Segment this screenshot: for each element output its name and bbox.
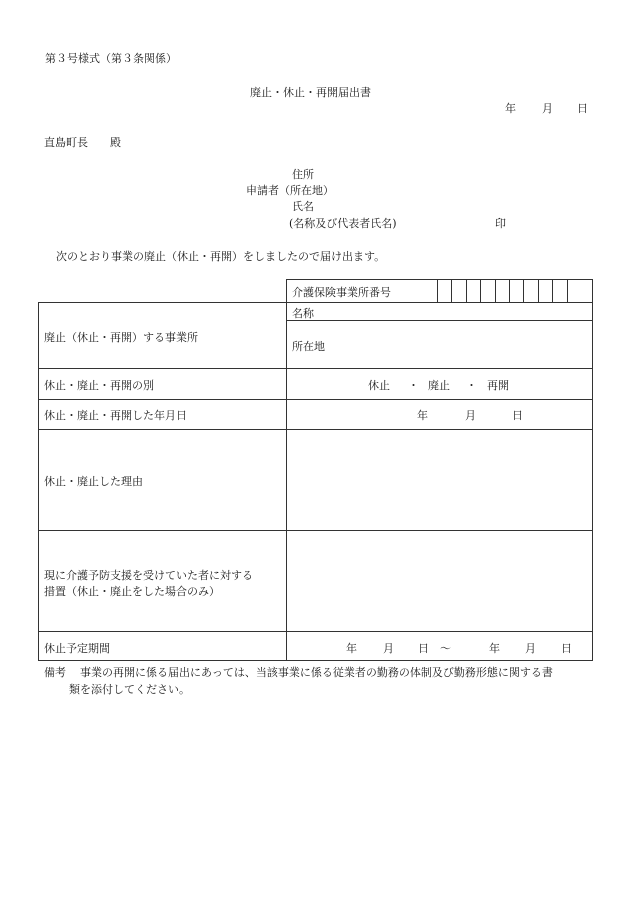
office-location-label: 所在地 bbox=[292, 340, 325, 353]
applicant-label: 申請者（所在地） bbox=[246, 184, 334, 197]
period-from-year: 年 bbox=[346, 642, 357, 655]
office-number-box[interactable] bbox=[451, 279, 466, 302]
table-line bbox=[38, 631, 593, 632]
date-month: 月 bbox=[542, 102, 553, 115]
period-to-month: 月 bbox=[525, 642, 536, 655]
office-number-box[interactable] bbox=[538, 279, 553, 302]
reason-row-label: 休止・廃止した理由 bbox=[44, 475, 143, 488]
date-row-label: 休止・廃止・再開した年月日 bbox=[44, 409, 187, 422]
office-number-box[interactable] bbox=[495, 279, 510, 302]
table-line bbox=[38, 660, 593, 661]
option-separator: ・ bbox=[466, 379, 477, 392]
table-line bbox=[38, 368, 593, 369]
office-number-box[interactable] bbox=[523, 279, 538, 302]
intro-text: 次のとおり事業の廃止（休止・再開）をしましたので届け出ます。 bbox=[56, 250, 386, 263]
type-row-label: 休止・廃止・再開の別 bbox=[44, 379, 154, 392]
option-abolish[interactable]: 廃止 bbox=[428, 379, 450, 392]
office-number-box[interactable] bbox=[509, 279, 524, 302]
table-line bbox=[38, 302, 593, 303]
recipient: 直島町長 殿 bbox=[44, 136, 121, 149]
remarks-text-line2: 類を添付してください。 bbox=[69, 683, 190, 696]
office-location-field[interactable] bbox=[330, 323, 590, 365]
reason-field[interactable] bbox=[290, 433, 588, 525]
support-row-label-line1: 現に介護予防支援を受けていた者に対する bbox=[44, 569, 253, 582]
office-number-box[interactable] bbox=[466, 279, 481, 302]
remarks-label: 備考 bbox=[44, 666, 66, 679]
office-row-label: 廃止（休止・再開）する事業所 bbox=[44, 331, 198, 344]
seal-mark: 印 bbox=[495, 217, 506, 230]
option-suspend[interactable]: 休止 bbox=[368, 379, 390, 392]
date-day: 日 bbox=[577, 102, 588, 115]
table-line bbox=[38, 530, 593, 531]
table-line bbox=[592, 279, 593, 661]
office-number-box[interactable] bbox=[480, 279, 495, 302]
period-from-month: 月 bbox=[383, 642, 394, 655]
remarks-text-line1: 事業の再開に係る届出にあっては、当該事業に係る従業者の勤務の体制及び勤務形態に関する書 bbox=[80, 666, 553, 679]
office-number-box[interactable] bbox=[552, 279, 567, 302]
date-row-year: 年 bbox=[417, 409, 428, 422]
table-line bbox=[38, 399, 593, 400]
applicant-name-note: (名称及び代表者氏名) bbox=[289, 217, 397, 230]
table-line bbox=[38, 302, 39, 661]
date-year: 年 bbox=[505, 102, 516, 115]
support-row-label-line2: 措置（休止・廃止をした場合のみ） bbox=[44, 585, 220, 598]
office-name-label: 名称 bbox=[292, 307, 314, 320]
office-number-box[interactable] bbox=[567, 279, 582, 302]
office-name-field[interactable] bbox=[292, 306, 590, 318]
period-row-label: 休止予定期間 bbox=[44, 642, 110, 655]
form-number: 第３号様式（第３条関係） bbox=[45, 52, 177, 65]
option-separator: ・ bbox=[408, 379, 419, 392]
applicant-name-label: 氏名 bbox=[292, 200, 314, 213]
date-row-day: 日 bbox=[512, 409, 523, 422]
applicant-address-label: 住所 bbox=[292, 168, 314, 181]
period-from-day: 日 bbox=[418, 642, 429, 655]
period-to-year: 年 bbox=[489, 642, 500, 655]
support-field[interactable] bbox=[290, 534, 588, 626]
period-tilde: ～ bbox=[440, 642, 451, 655]
page-title: 廃止・休止・再開届出書 bbox=[250, 86, 371, 99]
date-row-month: 月 bbox=[465, 409, 476, 422]
table-line bbox=[286, 279, 287, 661]
office-number-box[interactable] bbox=[437, 279, 452, 302]
table-line bbox=[286, 320, 593, 321]
table-line bbox=[38, 429, 593, 430]
office-number-label: 介護保険事業所番号 bbox=[292, 286, 391, 299]
period-to-day: 日 bbox=[561, 642, 572, 655]
option-resume[interactable]: 再開 bbox=[487, 379, 509, 392]
